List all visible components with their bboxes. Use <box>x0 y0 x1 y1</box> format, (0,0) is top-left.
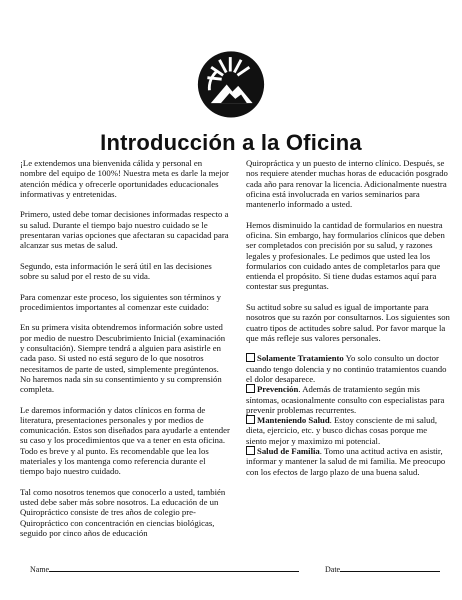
attitude-description: Yo solo consulto un doctor cuando tengo dolencia y no continúo tratamientos cuando el dolor desaparece. <box>246 353 447 384</box>
paragraph: Primero, usted debe tomar decisiones informadas respecto a su salud. Durante el tiempo bajo nuestro cuidado se le presentaran varias opciones que afectaran su capacidad para alcanzar sus metas de salud. <box>20 209 229 251</box>
left-column <box>20 158 230 549</box>
attitude-description: . Estoy consciente de mi salud, dieta, ejercicio, etc. y busco dichas cosas porque me siento mejor y maximizo mi potencial. <box>246 415 438 446</box>
name-line[interactable] <box>49 563 299 572</box>
attitude-description: . Tomo una actitud activa en asistir, informar y mantener la salud de mi familia. Me preocupo con los efectos de largo plazo de una buena salud. <box>246 445 446 477</box>
attitude-option <box>246 353 450 384</box>
right-column <box>246 158 450 477</box>
attitude-checkbox[interactable] <box>246 353 255 362</box>
paragraph: Le daremos información y datos clínicos en forma de literatura, presentaciones personales y por medios de comunicación. Estos son diseñados para ayudarle a entender su caso y los procedimientos que va a tener en esta oficina. Todo es breve y al punto. Es recomendable que lea los materiales y los mantenga como referencia durante el tiempo bajo nuestro cuidado. <box>20 404 230 477</box>
paragraph: ¡Le extendemos una bienvenida cálida y personal en nombre del equipo de 100%! Nuestra meta es darle la mejor atención médica y ofrecerle oportunidades educacionales informativas y entretenidas. <box>20 158 229 199</box>
attitude-label: Salud de Familia <box>257 445 320 456</box>
attitude-label: Solamente Tratamiento <box>257 353 344 364</box>
attitude-label: Prevención <box>257 384 299 395</box>
attitude-option <box>246 415 450 446</box>
name-label: Name <box>30 565 50 574</box>
attitude-checkbox[interactable] <box>246 446 255 455</box>
attitude-description: . Además de tratamiento según mis síntomas, ocasionalmente consulto con especialistas para prevenir problemas recurrentes. <box>246 384 445 415</box>
paragraph: Su actitud sobre su salud es igual de importante para nosotros que su razón por consultarnos. Los siguientes son cuatro tipos de actitudes sobre salud. Por favor marque la que más refleje sus valores personales. <box>246 301 450 343</box>
paragraph: Hemos disminuido la cantidad de formularios en nuestra oficina. Sin embargo, hay formularios clínicos que deben ser completados con precisión por su salud, y razones legales y profesionales. Le pedimos que usted lea los formularios con cuidado antes de completarlos para que entienda el propósito. Si tiene dudas estamos aquí para contestar sus preguntas. <box>246 219 445 292</box>
paragraph: Tal como nosotros tenemos que conocerlo a usted, también usted debe saber más sobre nosotros. La educación de un Quiropráctico consiste de tres años de colegio pre-Quiropráctico con concentración en ciencias biológicas, seguido por cinco años de educación <box>20 486 226 539</box>
date-signature-field <box>325 563 440 574</box>
paragraph: Para comenzar este proceso, los siguientes son términos y procedimientos importantes al comenzar este cuidado: <box>20 291 221 312</box>
attitude-checkbox[interactable] <box>246 384 255 393</box>
paragraph: En su primera visita obtendremos información sobre usted por medio de nuestro Descubrimiento Inicial (examinación y consultación). Siempre tendrá a alguien para asistirle en cada paso. Si usted no está seguro de lo que nosotros necesitamos de parte de usted, simplemente pregúntenos. No haremos nada sin su consentimiento y su comprensión completa. <box>20 322 226 395</box>
name-signature-field <box>30 563 299 574</box>
attitude-option <box>246 446 450 477</box>
paragraph: Quiropráctica y un puesto de interno clínico. Después, se nos requiere atender muchas horas de educación posgrado cada año para renovar la licencia. Adicionalmente nuestra oficina está involucrada en varios seminarios para mantenerlo informado a usted. <box>246 158 448 210</box>
attitude-option <box>246 384 450 415</box>
attitude-options <box>246 353 450 477</box>
attitude-checkbox[interactable] <box>246 415 255 424</box>
date-line[interactable] <box>340 563 440 572</box>
attitude-label: Manteniendo Salud <box>257 415 330 426</box>
page-title: Introducción a la Oficina <box>100 130 362 155</box>
paragraph: Segundo, esta información le será útil en las decisiones sobre su salud por el resto de su vida. <box>20 260 212 282</box>
sunrise-mountain-logo <box>195 47 267 119</box>
date-label: Date <box>325 565 341 574</box>
